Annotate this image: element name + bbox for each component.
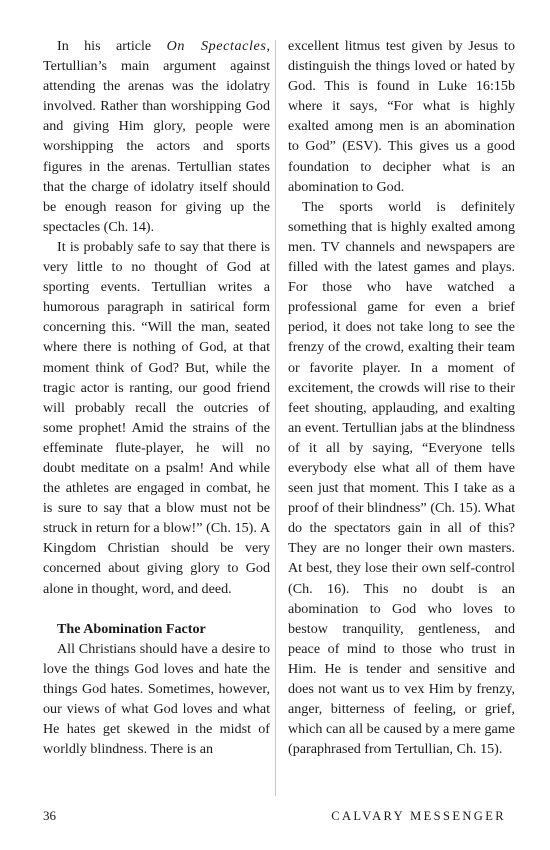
right-column	[288, 36, 515, 759]
publication-name: CALVARY MESSENGER	[331, 809, 506, 823]
paragraph-text: In his article	[57, 38, 167, 54]
paragraph: All Christians should have a desire to love the things God loves and hate the things God hates. Sometimes, however, our views of what God loves and what He hates get skewed in the midst of worldly blindness. There is an	[43, 640, 270, 758]
left-column	[43, 36, 270, 759]
article-title-reference: On Spectacles	[166, 38, 267, 54]
paragraph: excellent litmus test given by Jesus to distinguish the things loved or hated by God. This is found in Luke 16:15b where it says, “For what is highly exalted among men is an abomination to God” (ESV). This gives us a good foundation to decipher what is an abomination to God.	[288, 38, 515, 195]
paragraph	[43, 36, 270, 237]
paragraph: It is probably safe to say that there is very little to no thought of God at sporting events. Tertullian writes a humorous paragraph in satirical form concerning this. “Will the man, seated where there is nothing of God, at that moment think of God? But, while the tragic actor is ranting, our good friend will probably recall the outcries of some prophet! Amid the strains of the effeminate flute-player, he will no doubt meditate on a psalm! And while the athletes are engaged in combat, he is sure to say that a blow must not be struck in return for a blow!” (Ch. 15). A Kingdom Christian should be very concerned about giving glory to God alone in thought, word, and deed.	[43, 238, 270, 597]
paragraph: The sports world is definitely something that is highly exalted among men. TV channels and newspapers are filled with the latest games and plays. For those who have watched a professional game for even a brief period, it does not take long to see the frenzy of the crowd, exalting their team or favorite player. In a moment of excitement, the crowds will rise to their feet shouting, applauding, and exalting an event. Tertullian jabs at the blindness of it all by saying, “Everyone tells everybody else what all of them have seen just that moment. This I take as a proof of their blindness” (Ch. 15). What do the spectators gain in all of this? They are no longer their own masters. At best, they lose their own self-control (Ch. 16). This no doubt is an abomination to God who loves to bestow tranquility, gentleness, and peace of mind to those who trust in Him. He is tender and sensitive and does not want us to vex Him by frenzy, anger, bitterness of feeling, or grief, which can all be caused by a mere game (paraphrased from Tertullian, Ch. 15).	[288, 198, 515, 758]
paragraph-text: , Tertullian’s main argument against attending the arenas was the idolatry involved. Rather than worshipping God and giving Him glory, people were worshipping the actors and sports figures in the arenas. Tertullian states that the charge of idolatry itself should be enough reason for giving up the spectacles (Ch. 14).	[43, 38, 271, 235]
page-number: 36	[43, 808, 56, 823]
column-divider	[275, 40, 276, 796]
section-heading: The Abomination Factor	[57, 620, 206, 637]
